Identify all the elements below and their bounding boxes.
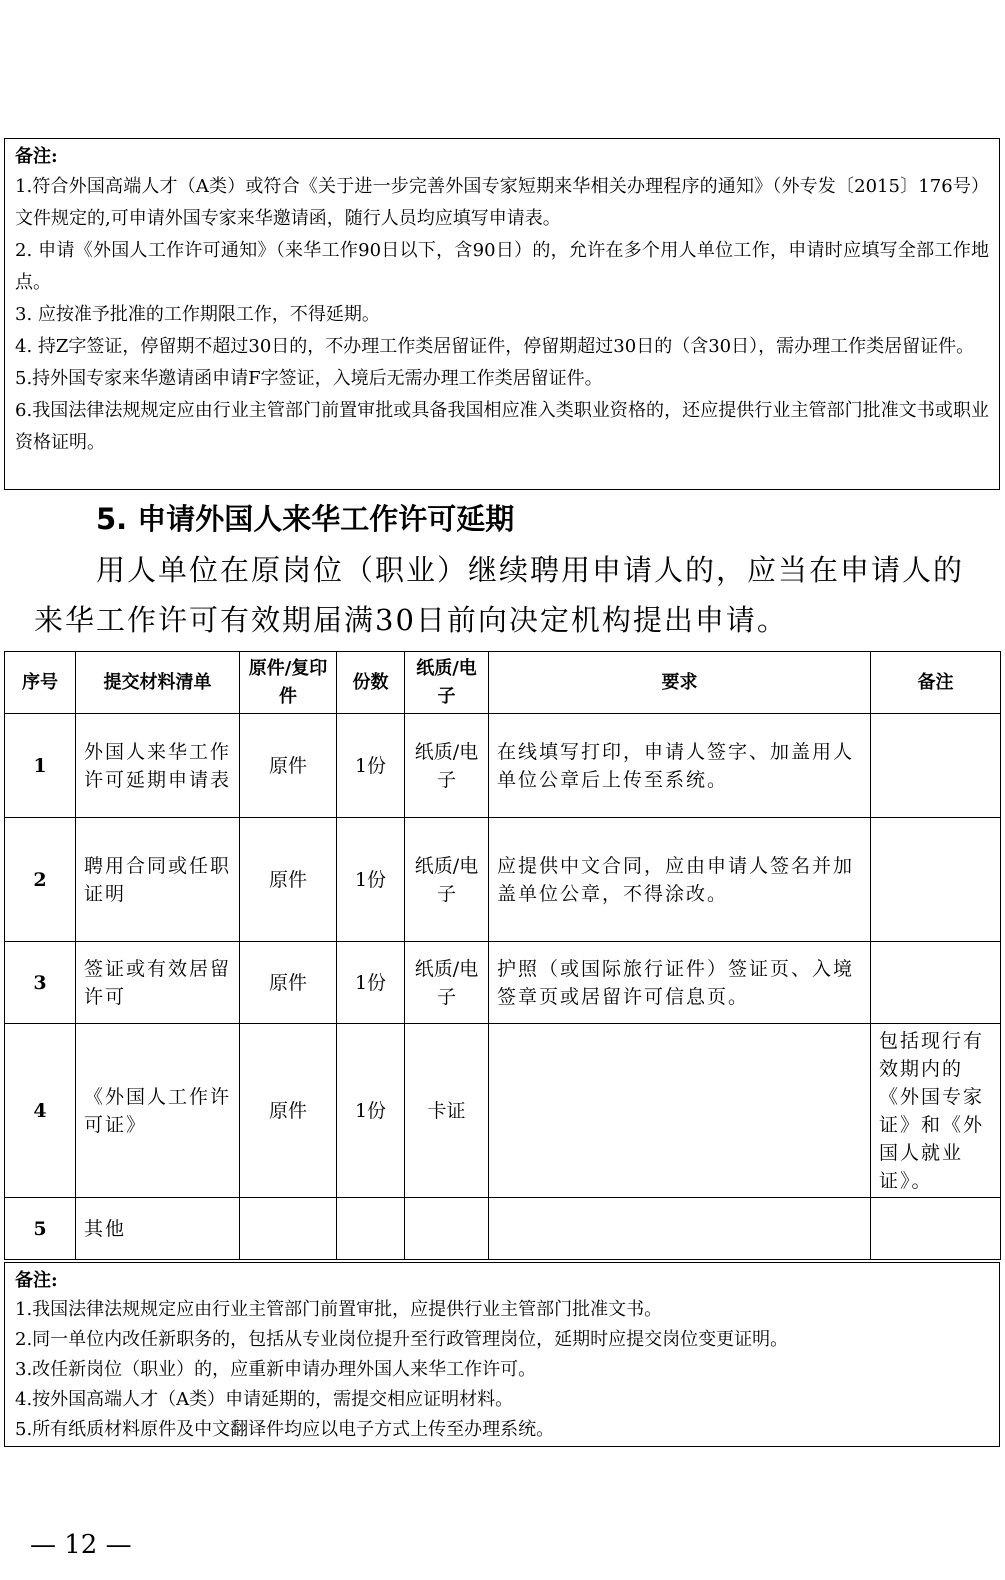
row-no: 2	[5, 818, 76, 942]
note-line: 2.同一单位内改任新职务的，包括从专业岗位提升至行政管理岗位，延期时应提交岗位变更证明。	[15, 1329, 789, 1350]
note-line: 5.持外国专家来华邀请函申请F字签证，入境后无需办理工作类居留证件。	[15, 368, 603, 389]
row-no: 3	[5, 942, 76, 1024]
row-remark	[871, 714, 1001, 818]
table-header-row	[5, 652, 1001, 714]
notes-box-top	[4, 138, 1000, 490]
row-remark	[871, 818, 1001, 942]
table-row	[5, 714, 1001, 818]
row-requirement: 应提供中文合同，应由申请人签名并加盖单位公章，不得涂改。	[489, 818, 871, 942]
row-requirement: 在线填写打印，申请人签字、加盖用人单位公章后上传至系统。	[489, 714, 871, 818]
row-material: 签证或有效居留许可	[76, 942, 240, 1024]
header-remark: 备注	[871, 652, 1001, 714]
row-format: 纸质/电子	[405, 818, 489, 942]
header-copies: 份数	[337, 652, 405, 714]
header-requirement: 要求	[489, 652, 871, 714]
row-format	[405, 1198, 489, 1260]
row-material: 《外国人工作许可证》	[76, 1024, 240, 1198]
row-requirement: 护照（或国际旅行证件）签证页、入境签章页或居留许可信息页。	[489, 942, 871, 1024]
note-line: 1.我国法律法规规定应由行业主管部门前置审批，应提供行业主管部门批准文书。	[15, 1299, 663, 1320]
note-line: 1.符合外国高端人才（A类）或符合《关于进一步完善外国专家短期来华相关办理程序的通知》（外专发〔2015〕176号）文件规定的,可申请外国专家来华邀请函，随行人员均应填写申请表。	[15, 176, 989, 229]
row-format: 纸质/电子	[405, 714, 489, 818]
row-original: 原件	[240, 714, 337, 818]
row-original: 原件	[240, 942, 337, 1024]
page-number: — 12 —	[30, 1530, 132, 1560]
notes-heading: 备注:	[15, 1270, 58, 1291]
section-heading: 5. 申请外国人来华工作许可延期	[96, 502, 515, 536]
row-copies: 1份	[337, 714, 405, 818]
note-line: 5.所有纸质材料原件及中文翻译件均应以电子方式上传至办理系统。	[15, 1419, 555, 1440]
header-no: 序号	[5, 652, 76, 714]
row-material: 聘用合同或任职证明	[76, 818, 240, 942]
row-copies: 1份	[337, 818, 405, 942]
section-paragraph: 用人单位在原岗位（职业）继续聘用申请人的，应当在申请人的来华工作许可有效期届满30日前向决定机构提出申请。	[34, 553, 965, 637]
table-row	[5, 1024, 1001, 1198]
row-format: 纸质/电子	[405, 942, 489, 1024]
row-no: 4	[5, 1024, 76, 1198]
row-format: 卡证	[405, 1024, 489, 1198]
note-line: 4.按外国高端人才（A类）申请延期的，需提交相应证明材料。	[15, 1389, 514, 1410]
header-original: 原件/复印件	[240, 652, 337, 714]
row-remark	[871, 942, 1001, 1024]
notes-heading: 备注:	[15, 146, 58, 167]
row-copies	[337, 1198, 405, 1260]
row-copies: 1份	[337, 942, 405, 1024]
row-copies: 1份	[337, 1024, 405, 1198]
row-original: 原件	[240, 1024, 337, 1198]
note-line: 4. 持Z字签证，停留期不超过30日的，不办理工作类居留证件，停留期超过30日的（含30日），需办理工作类居留证件。	[15, 336, 975, 357]
row-material: 其他	[76, 1198, 240, 1260]
note-line: 2. 申请《外国人工作许可通知》（来华工作90日以下，含90日）的，允许在多个用人单位工作，申请时应填写全部工作地点。	[15, 240, 989, 293]
header-format: 纸质/电子	[405, 652, 489, 714]
table-row	[5, 942, 1001, 1024]
table-row	[5, 1198, 1001, 1260]
materials-table	[4, 651, 1001, 1260]
row-original: 原件	[240, 818, 337, 942]
note-line: 6.我国法律法规规定应由行业主管部门前置审批或具备我国相应准入类职业资格的，还应提供行业主管部门批准文书或职业资格证明。	[15, 400, 989, 453]
row-no: 5	[5, 1198, 76, 1260]
row-original	[240, 1198, 337, 1260]
table-row	[5, 818, 1001, 942]
note-line: 3. 应按准予批准的工作期限工作，不得延期。	[15, 304, 380, 325]
notes-box-bottom	[4, 1262, 1000, 1447]
row-requirement	[489, 1024, 871, 1198]
row-requirement	[489, 1198, 871, 1260]
row-material: 外国人来华工作许可延期申请表	[76, 714, 240, 818]
row-remark: 包括现行有效期内的《外国专家证》和《外国人就业证》。	[871, 1024, 1001, 1198]
row-remark	[871, 1198, 1001, 1260]
note-line: 3.改任新岗位（职业）的，应重新申请办理外国人来华工作许可。	[15, 1359, 537, 1380]
row-no: 1	[5, 714, 76, 818]
header-material: 提交材料清单	[76, 652, 240, 714]
